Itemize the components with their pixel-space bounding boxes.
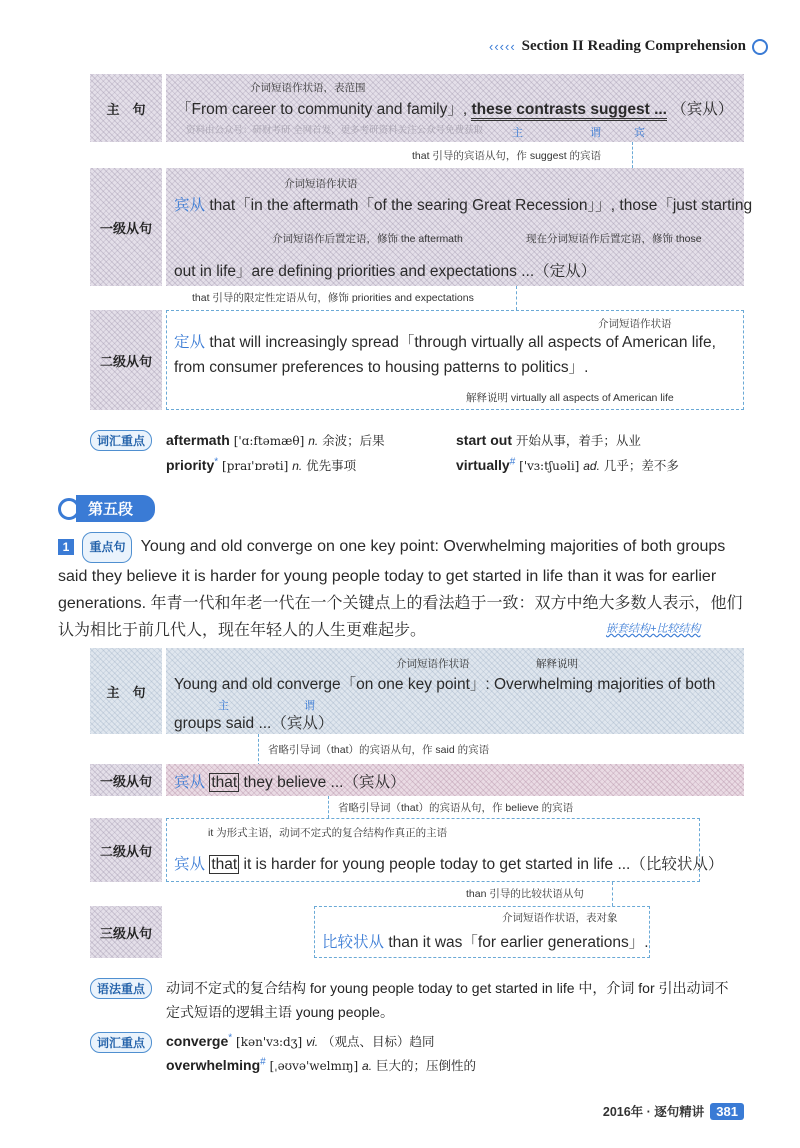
link-note-1: that 引导的宾语从句，作 suggest 的宾语 bbox=[412, 150, 602, 162]
level2-sentence-a: 定从 that will increasingly spread「through virtually all aspects of American life, bbox=[174, 334, 716, 351]
level3-label: 三级从句 bbox=[90, 906, 162, 958]
section-title: 第五段 bbox=[76, 495, 155, 522]
level2-note: it 为形式主语，动词不定式的复合结构作真正的主语 bbox=[208, 827, 448, 839]
key-sentence-zh: 年青一代和年老一代在一个关键点上的看法趋于一致：双方中绝大多数人表示，他们认为相比于前几代人，现在年轻人的人生更难起步。 bbox=[58, 595, 743, 639]
main-sentence: 「From career to community and family」, these contrasts suggest ... （宾从） bbox=[176, 97, 733, 119]
grammar-tag: 语法重点 bbox=[90, 978, 152, 999]
main-clause-label: 主 句 bbox=[90, 648, 162, 734]
grammar-text-1: 动词不定式的复合结构 for young people today to get started in life 中，介词 for 引出动词不 bbox=[166, 980, 729, 996]
level2-sentence: 宾从 that it is harder for young people today to get started in life ...（比较状从） bbox=[174, 856, 724, 873]
grammar-text-2: 定式短语的逻辑主语 young people。 bbox=[166, 1004, 394, 1020]
main-note-2: 解释说明 bbox=[536, 658, 578, 670]
structure-tag: 嵌套结构+比较结构 bbox=[606, 623, 701, 635]
level1-sentence-c: out in life」are defining priorities and expectations ...（定从） bbox=[174, 263, 597, 280]
vocab-item: priority* [praɪ'ɒrəti] n. 优先事项 bbox=[166, 456, 357, 473]
connector-line bbox=[258, 734, 259, 766]
level2-sentence-c: from consumer preferences to housing patterns to politics」. bbox=[174, 359, 589, 376]
level2-label: 二级从句 bbox=[90, 818, 162, 882]
vocab-item: overwhelming# [ˌəʊvə'welmɪŋ] a. 巨大的；压倒性的 bbox=[166, 1056, 476, 1073]
level1-label: 一级从句 bbox=[90, 168, 162, 286]
object-mark: 宾 bbox=[634, 127, 645, 139]
predicate-mark: 谓 bbox=[304, 700, 315, 712]
predicate-mark: 谓 bbox=[590, 127, 601, 139]
level2-note-bottom: 解释说明 virtually all aspects of American life bbox=[466, 392, 674, 404]
level1-note-top: 介词短语作状语 bbox=[284, 178, 358, 190]
main-clause-label: 主 句 bbox=[90, 74, 162, 142]
connector-line bbox=[632, 142, 633, 168]
page-footer bbox=[603, 1102, 744, 1120]
main-note: 介词短语作状语，表范围 bbox=[250, 82, 366, 94]
connector-line bbox=[516, 286, 517, 310]
link-note-2: that 引导的限定性定语从句，修饰 priorities and expectations bbox=[192, 292, 474, 304]
running-header bbox=[489, 38, 768, 55]
key-sentence-en: Young and old converge on one key point: Overwhelming majorities of both groups said they believe it is harder for young people today to get started in life than it was for earlier generations. bbox=[58, 538, 726, 612]
vocab-item: converge* [kən'vɜ:dʒ] vi. （观点、目标）趋同 bbox=[166, 1032, 435, 1049]
level2-note-top: 介词短语作状语 bbox=[598, 318, 672, 330]
watermark: 资料由公众号：研财考研 全网首发，更多考研资料关注公众号免费获取 bbox=[186, 125, 484, 136]
key-sentence-tag: 重点句 bbox=[82, 532, 132, 563]
header-arrows: ‹‹‹‹‹ bbox=[489, 39, 516, 54]
link-note-1: 省略引导词（that）的宾语从句，作 said 的宾语 bbox=[268, 744, 490, 756]
search-icon bbox=[752, 39, 768, 55]
subject-mark: 主 bbox=[218, 700, 229, 712]
main-sentence-b: groups said ...（宾从） bbox=[174, 715, 334, 732]
main-sentence-a: Young and old converge「on one key point」: Overwhelming majorities of both bbox=[174, 676, 716, 693]
vocab-tag: 词汇重点 bbox=[90, 1032, 152, 1053]
page-number: 381 bbox=[710, 1103, 744, 1120]
connector-line bbox=[328, 796, 329, 818]
level1-label: 一级从句 bbox=[90, 764, 162, 796]
level1-sentence-a: 宾从 that「in the aftermath「of the searing Great Recession」」, those「just starting bbox=[174, 197, 753, 214]
level1-note-mid2: 现在分词短语作后置定语，修饰 those bbox=[526, 233, 702, 245]
header-title: Section II Reading Comprehension bbox=[521, 38, 746, 54]
section-header bbox=[58, 495, 155, 522]
vocab-item: aftermath ['ɑ:ftəmæθ] n. 余波；后果 bbox=[166, 432, 385, 448]
vocab-item: virtually# ['vɜ:tʃuəli] ad. 几乎；差不多 bbox=[456, 456, 679, 473]
main-note-1: 介词短语作状语 bbox=[396, 658, 470, 670]
level3-sentence: 比较状从 than it was「for earlier generations」. bbox=[322, 934, 649, 951]
link-note-3: than 引导的比较状语从句 bbox=[466, 888, 584, 900]
vocab-tag: 词汇重点 bbox=[90, 430, 152, 451]
level2-label: 二级从句 bbox=[90, 310, 162, 410]
connector-line bbox=[612, 882, 613, 906]
footer-text: 2016年 · 逐句精讲 bbox=[602, 1105, 705, 1119]
level1-note-mid1: 介词短语作后置定语，修饰 the aftermath bbox=[272, 233, 463, 245]
vocab-item: start out 开始从事，着手；从业 bbox=[456, 432, 641, 448]
level1-sentence: 宾从 that they believe ...（宾从） bbox=[174, 774, 406, 791]
link-note-2: 省略引导词（that）的宾语从句，作 believe 的宾语 bbox=[338, 802, 574, 814]
level3-note: 介词短语作状语，表对象 bbox=[502, 912, 618, 924]
sentence-number: 1 bbox=[58, 539, 74, 555]
subject-mark: 主 bbox=[512, 127, 523, 139]
